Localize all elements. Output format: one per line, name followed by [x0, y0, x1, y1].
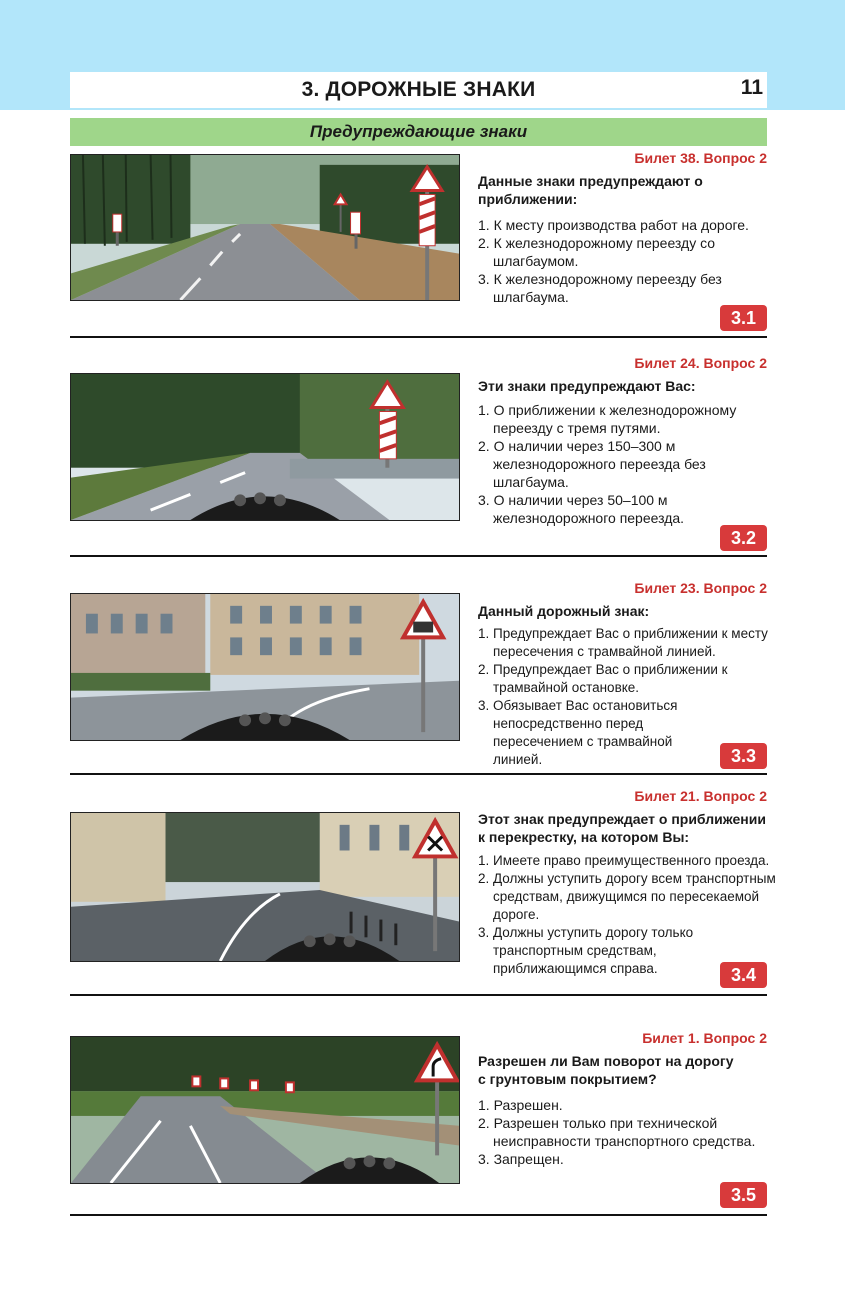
answer-option: 1. Предупреждает Вас о приближении к месту пересечения с трамвайной линией. — [478, 626, 768, 659]
answer-option: 3. Должны уступить дорогу только транспортным средствам, приближающимся справа. — [478, 925, 694, 976]
divider — [70, 1214, 767, 1216]
answer-option: 3. К железнодорожному переезду без шлагбаума. — [478, 271, 722, 305]
question-number-badge: 3.1 — [720, 305, 767, 331]
divider — [70, 773, 767, 775]
question-number-badge: 3.5 — [720, 1182, 767, 1208]
answer-option: 1. О приближении к железнодорожному переезду с тремя путями. — [478, 402, 737, 436]
question-block-3-1 — [70, 150, 767, 340]
answer-list — [478, 216, 768, 306]
divider — [70, 336, 767, 338]
answer-list — [478, 852, 776, 978]
answer-option: 1. К месту производства работ на дороге. — [478, 217, 749, 233]
divider — [70, 994, 767, 996]
question-photo — [70, 373, 460, 521]
question-photo — [70, 593, 460, 741]
ticket-label: Билет 38. Вопрос 2 — [634, 150, 767, 166]
question-photo — [70, 1036, 460, 1184]
ticket-label: Билет 24. Вопрос 2 — [634, 355, 767, 371]
answer-option: 1. Имеете право преимущественного проезда. — [478, 853, 770, 868]
question-number-badge: 3.2 — [720, 525, 767, 551]
question-text: Этот знак предупреждает о приближении к перекрестку, на котором Вы: — [478, 811, 766, 845]
page-number: 11 — [740, 76, 763, 99]
section-header — [70, 118, 767, 146]
ticket-label: Билет 1. Вопрос 2 — [642, 1030, 767, 1046]
ticket-label: Билет 21. Вопрос 2 — [634, 788, 767, 804]
question-text: Данные знаки предупреждают о приближении: — [478, 173, 703, 207]
question-text: Данный дорожный знак: — [478, 603, 650, 619]
question-block-3-5 — [70, 1030, 767, 1230]
answer-option: 2. Должны уступить дорогу всем транспортным средствам, движущимся по пересекаемой дороге. — [478, 871, 776, 922]
answer-option: 2. Разрешен только при технической неисправности транспортного средства. — [478, 1115, 756, 1149]
question-number-badge: 3.3 — [720, 743, 767, 769]
answer-list — [478, 1096, 770, 1168]
question-block-3-2 — [70, 355, 767, 560]
section-title: Предупреждающие знаки — [309, 122, 528, 141]
divider — [70, 555, 767, 557]
answer-option: 3. О наличии через 50–100 м железнодорожного переезда. — [478, 492, 685, 526]
question-text: Разрешен ли Вам поворот на дорогу с грунтовым покрытием? — [478, 1053, 734, 1087]
question-number-badge: 3.4 — [720, 962, 767, 988]
answer-list — [478, 401, 758, 527]
answer-option: 2. Предупреждает Вас о приближении к трамвайной остановке. — [478, 662, 728, 695]
question-text: Эти знаки предупреждают Вас: — [478, 378, 696, 394]
question-photo — [70, 812, 460, 962]
answer-option: 2. К железнодорожному переезду со шлагбаумом. — [478, 235, 716, 269]
question-block-3-3 — [70, 575, 767, 785]
chapter-title: 3. ДОРОЖНЫЕ ЗНАКИ — [301, 78, 536, 101]
answer-option: 3. Запрещен. — [478, 1151, 564, 1167]
ticket-label: Билет 23. Вопрос 2 — [634, 580, 767, 596]
answer-option: 3. Обязывает Вас остановиться непосредственно перед пересечением с трамвайной линией. — [478, 698, 678, 767]
page-header — [70, 72, 767, 108]
answer-option: 1. Разрешен. — [478, 1097, 563, 1113]
answer-option: 2. О наличии через 150–300 м железнодорожного переезда без шлагбаума. — [478, 438, 706, 490]
question-block-3-4 — [70, 788, 776, 1003]
question-photo — [70, 154, 460, 301]
